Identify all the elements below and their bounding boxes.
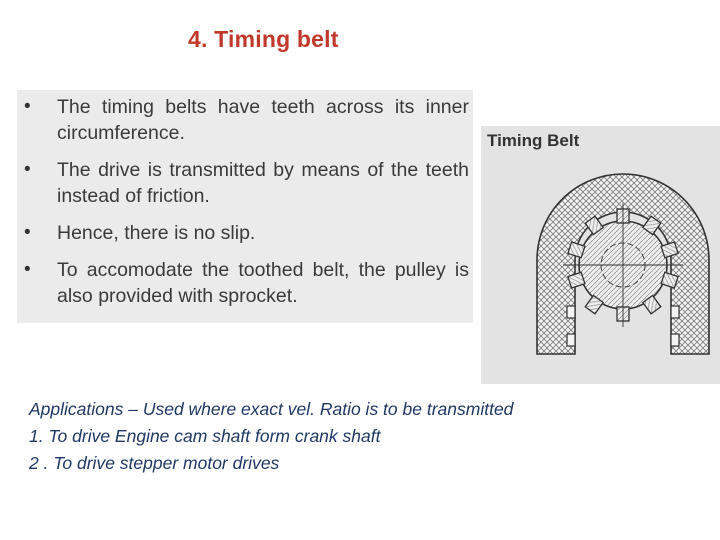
belt-tooth (671, 334, 679, 346)
bullet-dot-icon: • (24, 96, 31, 117)
bullet-dot-icon: • (24, 159, 31, 180)
applications-block (29, 396, 513, 477)
belt-tooth (567, 306, 575, 318)
bullet-item (17, 220, 473, 246)
timing-belt-diagram (481, 126, 720, 384)
slide-title: 4. Timing belt (188, 26, 339, 52)
applications-line: Applications – Used where exact vel. Ratio is to be transmitted (29, 399, 514, 419)
bullet-text: To accomodate the toothed belt, the pulley is also provided with sprocket. (57, 259, 469, 307)
bullet-item (17, 94, 473, 146)
belt-tooth (671, 306, 679, 318)
applications-line: 2 . To drive stepper motor drives (29, 453, 280, 473)
bullet-list (17, 94, 473, 320)
bullet-scan-image (17, 90, 473, 323)
bullet-item (17, 157, 473, 209)
bullet-item (17, 257, 473, 309)
bullet-text: Hence, there is no slip. (57, 222, 256, 244)
bullet-dot-icon: • (24, 222, 31, 243)
timing-belt-figure (481, 126, 720, 384)
applications-line: 1. To drive Engine cam shaft form crank shaft (29, 426, 381, 446)
bullet-text: The drive is transmitted by means of the teeth instead of friction. (57, 159, 469, 207)
bullet-dot-icon: • (24, 259, 31, 280)
figure-label: Timing Belt (487, 131, 580, 150)
bullet-text: The timing belts have teeth across its inner circumference. (57, 96, 469, 144)
belt-tooth (567, 334, 575, 346)
